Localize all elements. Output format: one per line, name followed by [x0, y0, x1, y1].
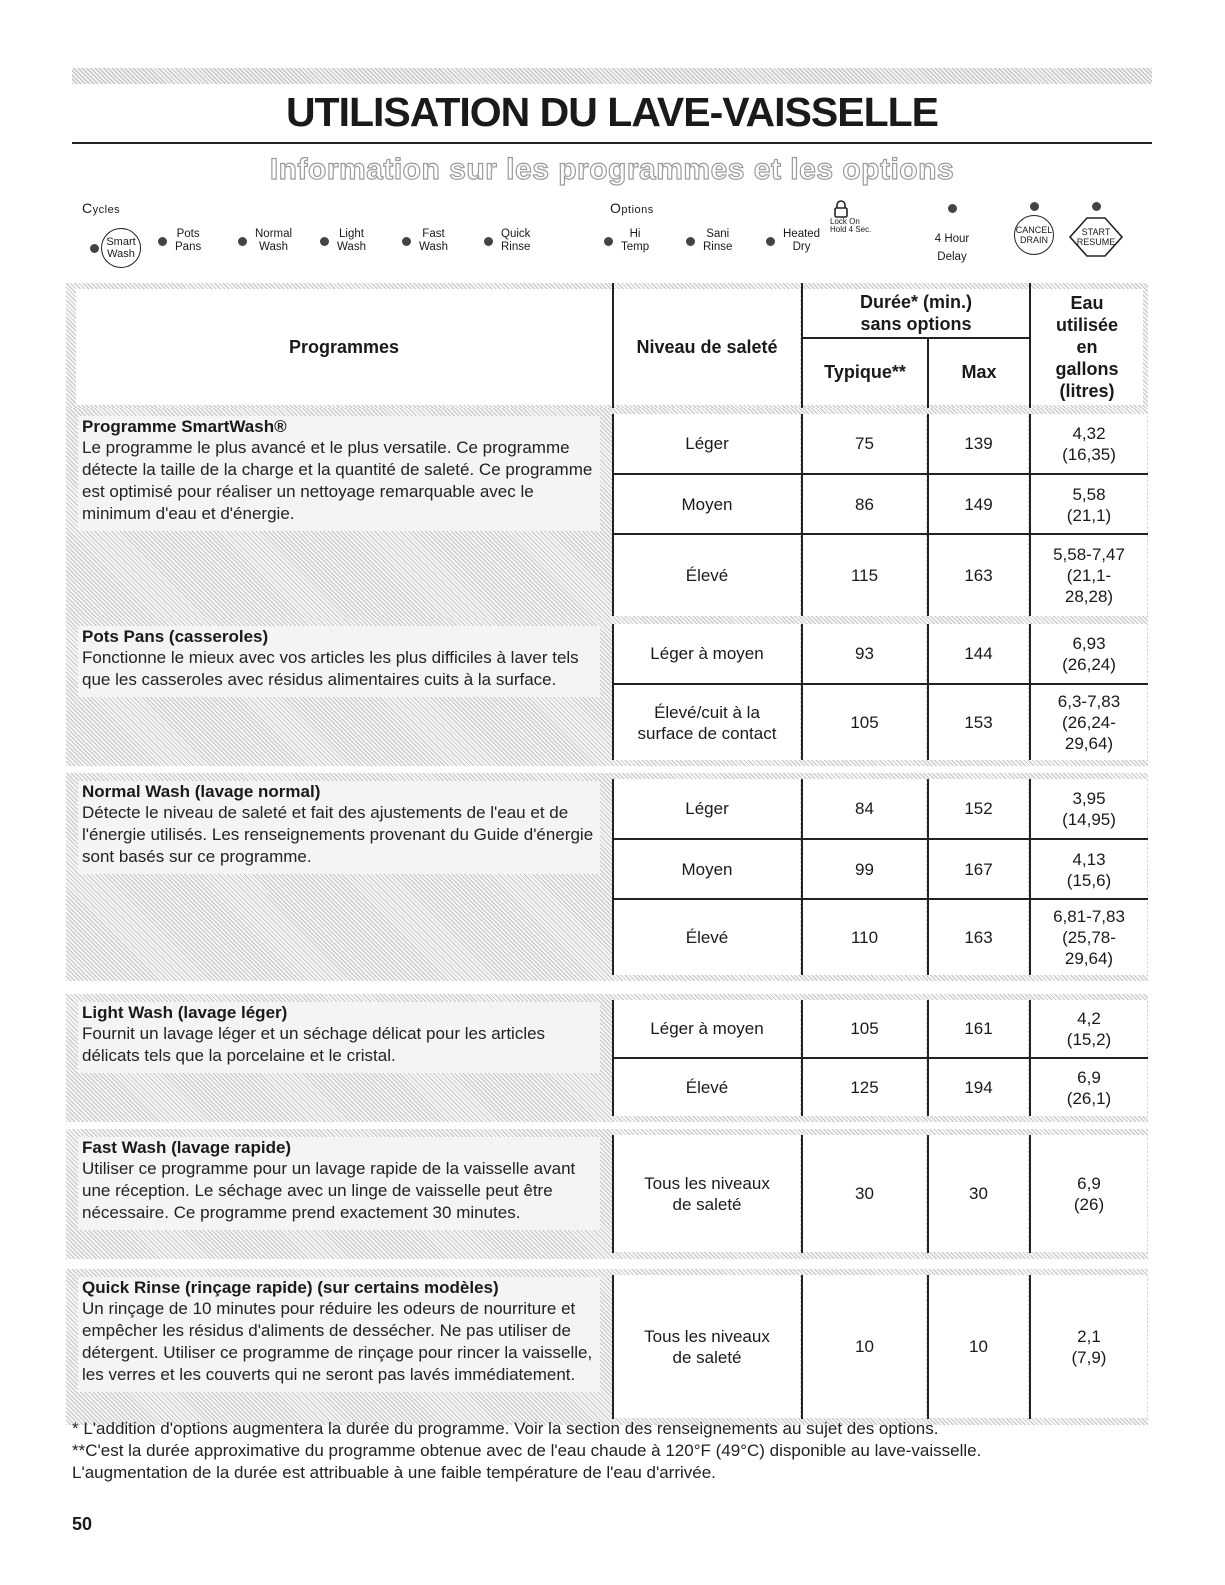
cell-typique: 105 [803, 685, 926, 760]
indicator-dot [686, 237, 695, 246]
indicator-dot [1030, 202, 1039, 211]
program-name: Quick Rinse (rinçage rapide) (sur certains modèles) [82, 1278, 499, 1297]
column-divider [801, 414, 803, 616]
column-divider [612, 624, 614, 760]
hour-delay-label: 4 Hour Delay [934, 233, 970, 263]
cell-max: 163 [929, 900, 1028, 975]
program-section [66, 618, 1148, 766]
program-name: Normal Wash (lavage normal) [82, 782, 321, 801]
program-text-block [78, 781, 600, 874]
column-divider [1029, 1275, 1031, 1419]
cell-eau: 5,58-7,47 (21,1- 28,28) [1031, 535, 1147, 616]
cancel-drain-label: CANCEL DRAIN [1014, 215, 1054, 255]
column-divider [927, 1000, 929, 1116]
cell-eau: 5,58 (21,1) [1031, 475, 1147, 534]
program-description: Détecte le niveau de saleté et fait des ajustements de l'eau et de l'énergie utilisés. Les renseignements provenant du Guide d'énergie sont basés sur ce programme. [82, 803, 594, 866]
program-values [612, 1275, 1148, 1419]
cell-max: 30 [929, 1135, 1028, 1252]
header-duree: Durée* (min.) sans options [803, 289, 1029, 337]
column-divider [612, 1275, 614, 1419]
program-values [612, 414, 1148, 616]
section-subtitle: Information sur les programmes et les options [269, 153, 955, 186]
column-divider [927, 624, 929, 760]
page-number: 50 [72, 1514, 93, 1534]
divider [927, 337, 929, 411]
row-divider [612, 683, 1148, 685]
cell-niveau: Élevé/cuit à la surface de contact [614, 685, 800, 760]
divider [1029, 283, 1031, 411]
divider [612, 283, 614, 411]
cell-niveau: Tous les niveaux de saleté [614, 1135, 800, 1252]
cell-max: 163 [929, 535, 1028, 616]
program-name: Fast Wash (lavage rapide) [82, 1138, 292, 1157]
program-description-cell [66, 618, 612, 766]
column-divider [612, 779, 614, 975]
divider [801, 337, 1029, 339]
program-text-block [78, 1002, 600, 1073]
divider [801, 283, 803, 411]
cell-typique: 30 [803, 1135, 926, 1252]
fast-wash-button[interactable] [402, 228, 472, 254]
normal-wash-button[interactable] [238, 228, 308, 254]
program-description: Fonctionne le mieux avec vos articles les plus difficiles à laver tels que les casseroles avec résidus alimentaires cuits à la surface. [82, 648, 579, 689]
start-resume-button[interactable] [1064, 202, 1128, 259]
control-panel [72, 192, 1152, 272]
program-description-cell [66, 1129, 612, 1259]
cell-typique: 86 [803, 475, 926, 534]
cell-niveau: Moyen [614, 475, 800, 534]
program-section [66, 1269, 1148, 1425]
row-divider [612, 473, 1148, 475]
header-typique: Typique** [803, 339, 927, 405]
column-divider [1029, 779, 1031, 975]
cell-niveau: Léger à moyen [614, 1000, 800, 1057]
column-divider [927, 414, 929, 616]
cell-typique: 105 [803, 1000, 926, 1057]
cell-max: 152 [929, 779, 1028, 838]
program-text-block [78, 1137, 600, 1230]
cell-eau: 6,9 (26) [1031, 1135, 1147, 1252]
header-band [72, 68, 1152, 84]
indicator-dot [604, 237, 613, 246]
indicator-dot [766, 237, 775, 246]
hi-temp-label: Hi Temp [621, 228, 650, 253]
cell-niveau: Léger [614, 414, 800, 473]
column-divider [927, 779, 929, 975]
cell-max: 139 [929, 414, 1028, 473]
cell-eau: 6,9 (26,1) [1031, 1059, 1147, 1116]
table-header [66, 283, 1148, 411]
cancel-drain-button[interactable] [1012, 202, 1056, 255]
column-divider [801, 1275, 803, 1419]
column-divider [1029, 1135, 1031, 1253]
column-divider [801, 1135, 803, 1253]
indicator-dot [320, 237, 329, 246]
title-rule [72, 142, 1152, 144]
cell-eau: 6,81-7,83 (25,78- 29,64) [1031, 900, 1147, 975]
smartwash-button[interactable] [90, 222, 142, 274]
header-niveau: Niveau de saleté [614, 289, 800, 405]
lock-indicator [824, 200, 884, 234]
row-divider [612, 1057, 1148, 1059]
cell-eau: 4,2 (15,2) [1031, 1000, 1147, 1057]
cell-max: 149 [929, 475, 1028, 534]
start-resume-label: START RESUME [1076, 227, 1116, 247]
quick-rinse-label: Quick Rinse [501, 228, 531, 253]
program-section [66, 1129, 1148, 1259]
program-values [612, 624, 1148, 760]
cell-typique: 115 [803, 535, 926, 616]
footnote-1: * L'addition d'options augmentera la durée du programme. Voir la section des renseignements au sujet des options. [72, 1419, 939, 1438]
header-eau: Eau utilisée en gallons (litres) [1031, 289, 1143, 405]
column-divider [612, 414, 614, 616]
indicator-dot [402, 237, 411, 246]
cell-niveau: Tous les niveaux de saleté [614, 1275, 800, 1418]
light-wash-label: Light Wash [337, 228, 366, 253]
pots-pans-label: Pots Pans [175, 228, 202, 253]
hi-temp-button[interactable] [604, 228, 674, 254]
column-divider [612, 1000, 614, 1116]
cell-max: 161 [929, 1000, 1028, 1057]
cell-typique: 75 [803, 414, 926, 473]
cell-max: 167 [929, 840, 1028, 899]
cell-typique: 125 [803, 1059, 926, 1116]
row-divider [612, 533, 1148, 535]
header-max: Max [929, 339, 1029, 405]
row-divider [612, 838, 1148, 840]
cell-niveau: Élevé [614, 535, 800, 616]
pots-pans-button[interactable] [158, 228, 228, 254]
cell-eau: 6,93 (26,24) [1031, 624, 1147, 683]
column-divider [801, 779, 803, 975]
program-section [66, 408, 1148, 622]
footnotes [72, 1418, 1162, 1484]
normal-wash-label: Normal Wash [255, 228, 293, 253]
lock-label: Lock On Hold 4 Sec. [830, 217, 872, 234]
program-description-cell [66, 994, 612, 1122]
program-description: Utiliser ce programme pour un lavage rapide de la vaisselle avant une réception. Le séchage avec un linge de vaisselle peut être nécessaire. Ce programme prend exactement 30 minutes. [82, 1159, 576, 1222]
cell-typique: 93 [803, 624, 926, 683]
cycles-label: Cycles [82, 200, 121, 216]
quick-rinse-button[interactable] [484, 228, 554, 254]
program-description: Un rinçage de 10 minutes pour réduire les odeurs de nourriture et empêcher les résidus d'aliments de dessécher. Ne pas utiliser de détergent. Utiliser ce programme de rinçage pour rincer la vaisselle, les verres et les couverts qui ne seront pas lavés immédiatement. [82, 1299, 593, 1384]
cell-max: 153 [929, 685, 1028, 760]
light-wash-button[interactable] [320, 228, 390, 254]
sani-rinse-label: Sani Rinse [703, 228, 733, 253]
program-name: Pots Pans (casseroles) [82, 627, 269, 646]
cell-eau: 4,32 (16,35) [1031, 414, 1147, 473]
program-text-block [78, 416, 600, 531]
column-divider [1029, 624, 1031, 760]
program-name: Programme SmartWash® [82, 417, 287, 436]
cell-eau: 2,1 (7,9) [1031, 1275, 1147, 1418]
program-section [66, 994, 1148, 1122]
cell-eau: 6,3-7,83 (26,24- 29,64) [1031, 685, 1147, 760]
indicator-dot [484, 237, 493, 246]
column-divider [1029, 414, 1031, 616]
indicator-dot [158, 237, 167, 246]
program-description: Fournit un lavage léger et un séchage délicat pour les articles délicats tels que la porcelaine et le cristal. [82, 1024, 546, 1065]
cell-niveau: Élevé [614, 1059, 800, 1116]
hour-delay-button[interactable] [932, 204, 972, 265]
cell-max: 194 [929, 1059, 1028, 1116]
indicator-dot [948, 204, 957, 213]
cell-niveau: Moyen [614, 840, 800, 899]
cell-niveau: Léger à moyen [614, 624, 800, 683]
padlock-icon [834, 200, 848, 218]
column-divider [927, 1275, 929, 1419]
program-values [612, 1000, 1148, 1116]
column-divider [801, 624, 803, 760]
program-values [612, 779, 1148, 975]
cell-max: 144 [929, 624, 1028, 683]
column-divider [1029, 1000, 1031, 1116]
cell-typique: 84 [803, 779, 926, 838]
sani-rinse-button[interactable] [686, 228, 756, 254]
indicator-dot [238, 237, 247, 246]
program-text-block [78, 626, 600, 697]
cell-eau: 4,13 (15,6) [1031, 840, 1147, 899]
cell-typique: 110 [803, 900, 926, 975]
cell-max: 10 [929, 1275, 1028, 1418]
program-text-block [78, 1277, 600, 1392]
column-divider [612, 1135, 614, 1253]
column-divider [927, 1135, 929, 1253]
heated-dry-label: Heated Dry [783, 228, 821, 253]
program-values [612, 1135, 1148, 1253]
program-description: Le programme le plus avancé et le plus versatile. Ce programme détecte la taille de la charge et la quantité de saleté. Ce programme est optimisé pour réaliser un nettoyage remarquable avec le minimum d'eau et d'énergie. [82, 438, 593, 523]
program-name: Light Wash (lavage léger) [82, 1003, 288, 1022]
fast-wash-label: Fast Wash [419, 228, 448, 253]
program-description-cell [66, 773, 612, 981]
cell-typique: 10 [803, 1275, 926, 1418]
footnote-2: **C'est la durée approximative du programme obtenue avec de l'eau chaude à 120°F (49°C) disponible au lave-vaisselle. L'augmentation de la durée est attribuable à une faible température de l'eau d'arrivée. [72, 1441, 982, 1482]
program-section [66, 773, 1148, 981]
cell-niveau: Élevé [614, 900, 800, 975]
header-programmes: Programmes [76, 289, 612, 405]
program-description-cell [66, 1269, 612, 1425]
program-description-cell [66, 408, 612, 622]
row-divider [612, 898, 1148, 900]
cell-niveau: Léger [614, 779, 800, 838]
indicator-dot [90, 244, 99, 253]
options-label: Options [610, 200, 654, 216]
cell-typique: 99 [803, 840, 926, 899]
smartwash-label: Smart Wash [101, 228, 141, 268]
cell-eau: 3,95 (14,95) [1031, 779, 1147, 838]
page-title: UTILISATION DU LAVE-VAISSELLE [285, 89, 939, 135]
indicator-dot [1092, 202, 1101, 211]
column-divider [801, 1000, 803, 1116]
